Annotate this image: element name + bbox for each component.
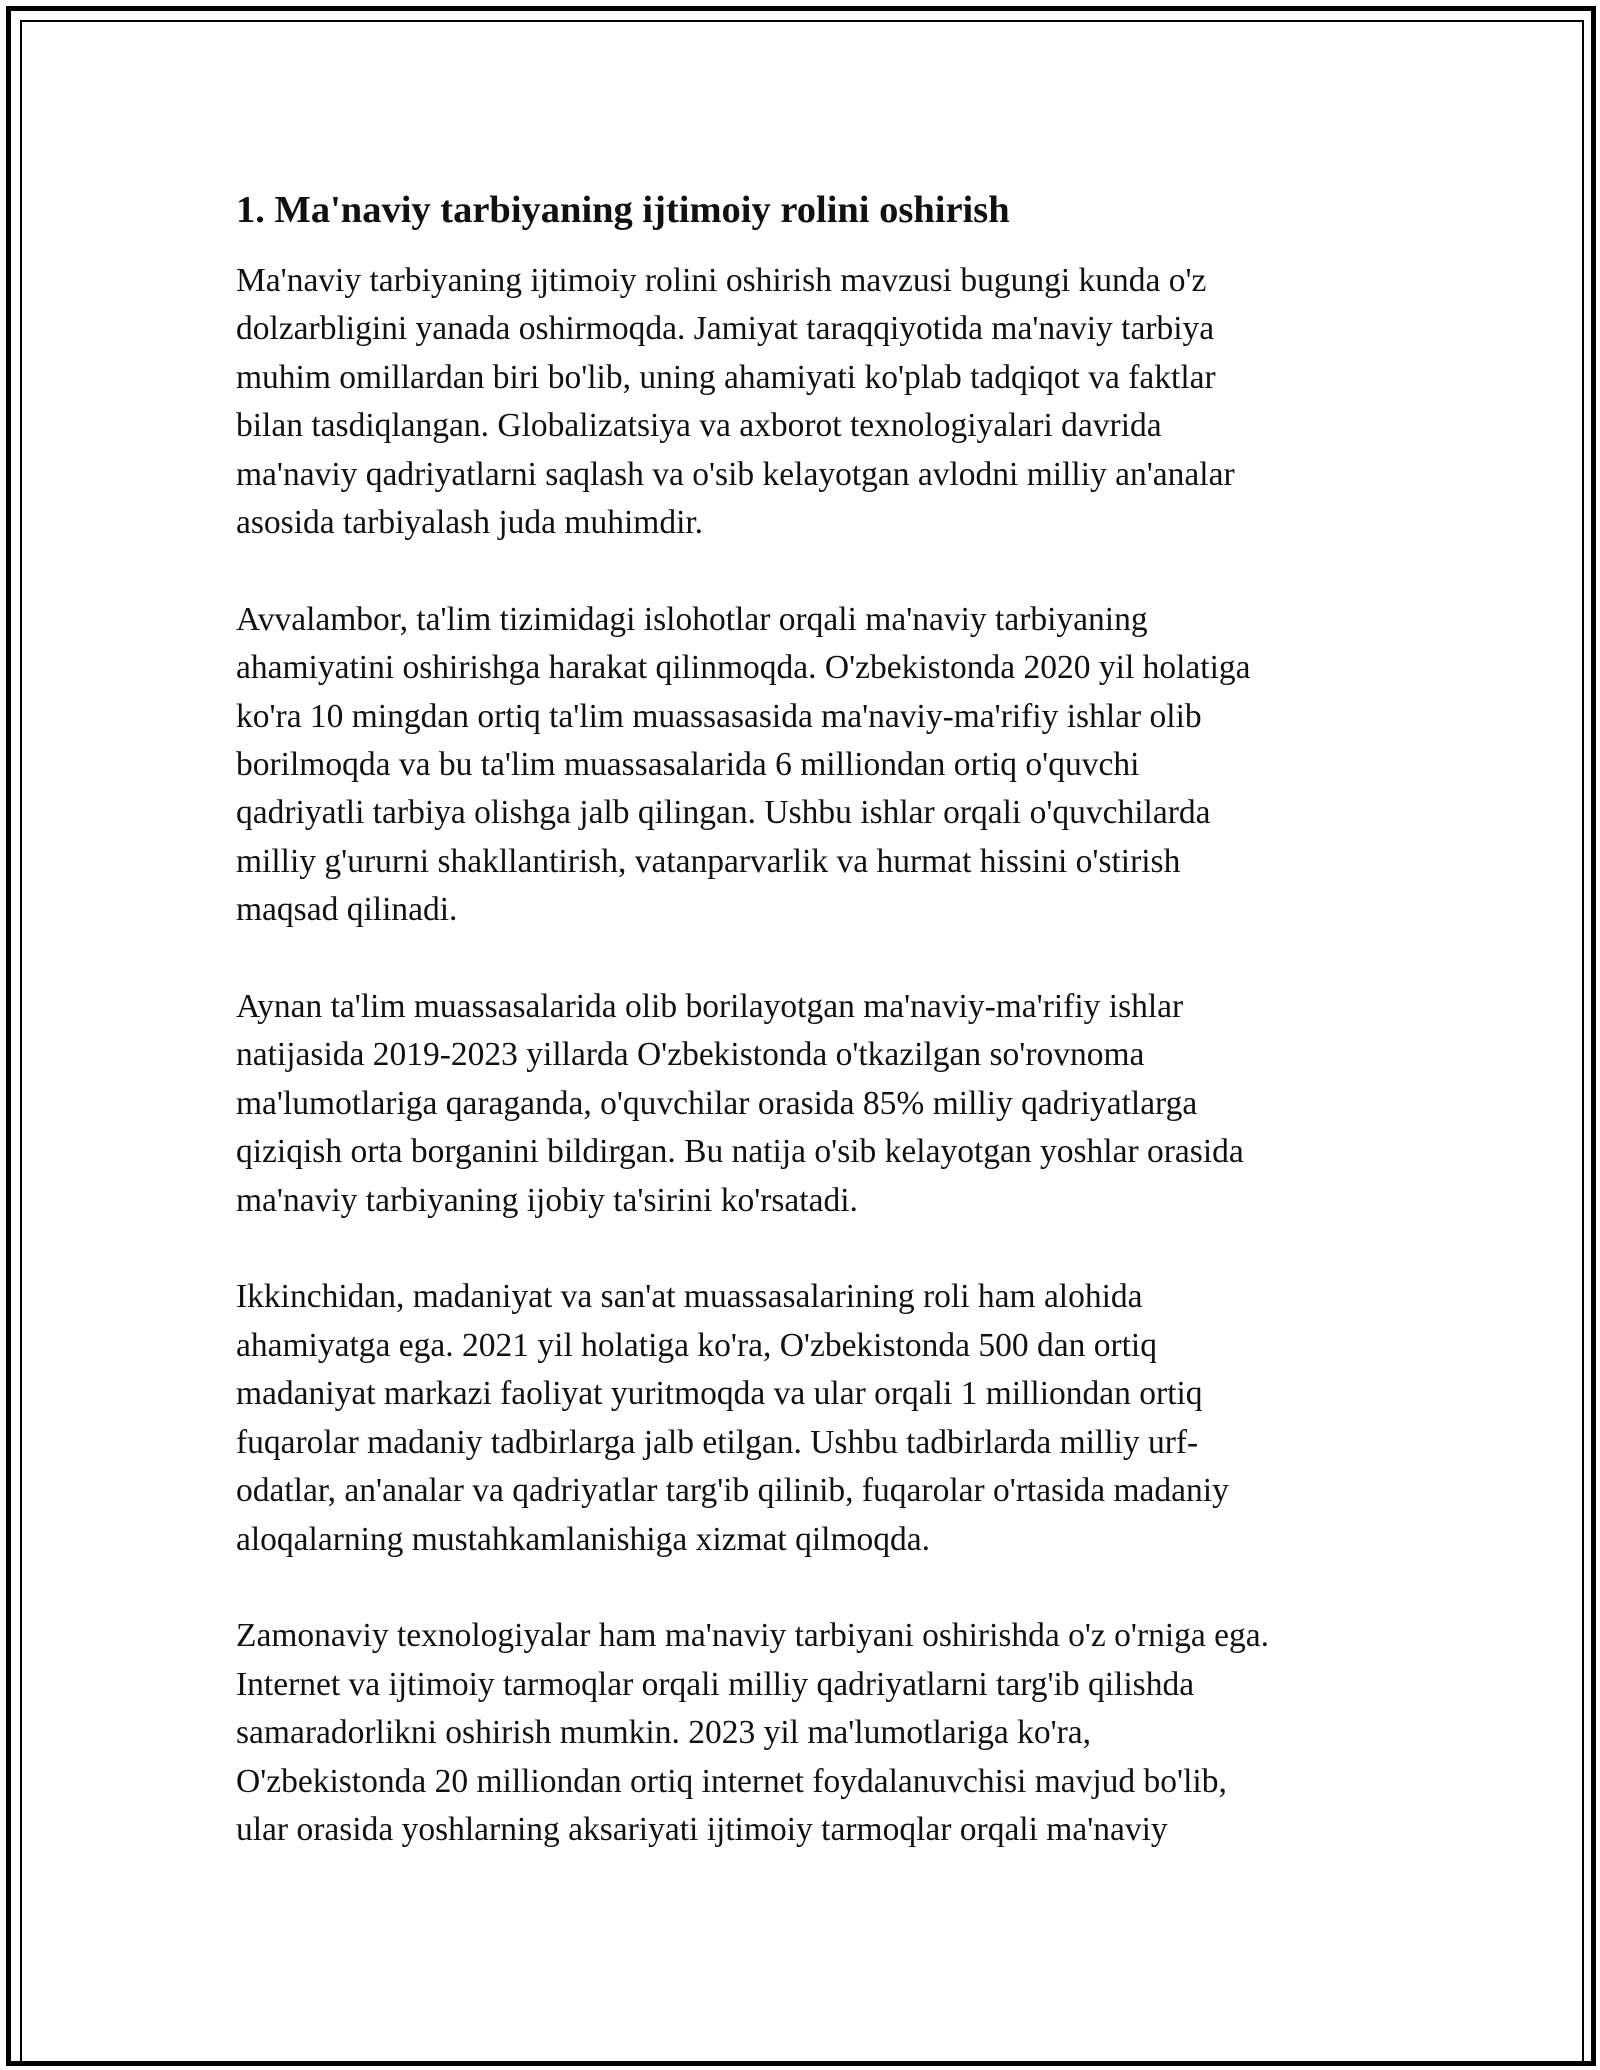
text-line: natijasida 2019-2023 yillarda O'zbekistonda o'tkazilgan so'rovnoma [236, 1036, 1145, 1074]
text-line: muhim omillardan biri bo'lib, uning ahamiyati ko'plab tadqiqot va faktlar [236, 358, 1216, 396]
paragraph-4 [236, 1273, 1386, 1563]
text-line: Internet va ijtimoiy tarmoqlar orqali milliy qadriyatlarni targ'ib qilishda [236, 1665, 1195, 1703]
text-line: O'zbekistonda 20 milliondan ortiq internet foydalanuvchisi mavjud bo'lib, [236, 1762, 1227, 1800]
text-line: samaradorlikni oshirish mumkin. 2023 yil ma'lumotlariga ko'ra, [236, 1714, 1092, 1752]
text-line: ko'ra 10 mingdan ortiq ta'lim muassasasida ma'naviy-ma'rifiy ishlar olib [236, 697, 1202, 735]
text-line: asosida tarbiyalash juda muhimdir. [236, 504, 704, 542]
text-line: odatlar, an'analar va qadriyatlar targ'ib qilinib, fuqarolar o'rtasida madaniy [236, 1472, 1229, 1510]
text-line: Zamonaviy texnologiyalar ham ma'naviy tarbiyani oshirishda o'z o'rniga ega. [236, 1617, 1270, 1655]
text-line: ahamiyatga ega. 2021 yil holatiga ko'ra, O'zbekistonda 500 dan ortiq [236, 1326, 1157, 1364]
text-line: ular orasida yoshlarning aksariyati ijtimoiy tarmoqlar orqali ma'naviy [236, 1810, 1168, 1848]
text-line: dolzarbligini yanada oshirmoqda. Jamiyat taraqqiyotida ma'naviy tarbiya [236, 310, 1215, 348]
text-line: aloqalarning mustahkamlanishiga xizmat qilmoqda. [236, 1520, 931, 1558]
text-line: borilmoqda va bu ta'lim muassasalarida 6 milliondan ortiq o'quvchi [236, 746, 1140, 784]
paragraph-2 [236, 596, 1386, 935]
document-body [236, 185, 1386, 1903]
text-line: Ikkinchidan, madaniyat va san'at muassasalarining roli ham alohida [236, 1278, 1143, 1316]
text-line: qadriyatli tarbiya olishga jalb qilingan. Ushbu ishlar orqali o'quvchilarda [236, 794, 1211, 832]
text-line: madaniyat markazi faoliyat yuritmoqda va ular orqali 1 milliondan ortiq [236, 1375, 1203, 1413]
text-line: bilan tasdiqlangan. Globalizatsiya va axborot texnologiyalari davrida [236, 407, 1162, 445]
text-line: fuqarolar madaniy tadbirlarga jalb etilgan. Ushbu tadbirlarda milliy urf- [236, 1423, 1199, 1461]
paragraph-5 [236, 1612, 1386, 1854]
text-line: milliy g'ururni shakllantirish, vatanparvarlik va hurmat hissini o'stirish [236, 842, 1181, 880]
text-line: ma'lumotlariga qaraganda, o'quvchilar orasida 85% milliy qadriyatlarga [236, 1084, 1198, 1122]
page-title: 1. Ma'naviy tarbiyaning ijtimoiy rolini oshirish [236, 189, 1010, 231]
text-line: ma'naviy tarbiyaning ijobiy ta'sirini ko'rsatadi. [236, 1181, 858, 1219]
paragraph-1 [236, 257, 1386, 547]
text-line: maqsad qilinadi. [236, 891, 458, 929]
text-line: Aynan ta'lim muassasalarida olib borilayotgan ma'naviy-ma'rifiy ishlar [236, 988, 1184, 1026]
text-line: Ma'naviy tarbiyaning ijtimoiy rolini oshirish mavzusi bugungi kunda o'z [236, 262, 1207, 299]
text-line: Avvalambor, ta'lim tizimidagi islohotlar orqali ma'naviy tarbiyaning [236, 600, 1148, 638]
text-line: ma'naviy qadriyatlarni saqlash va o'sib kelayotgan avlodni milliy an'analar [236, 455, 1235, 493]
text-line: qiziqish orta borganini bildirgan. Bu natija o'sib kelayotgan yoshlar orasida [236, 1133, 1244, 1171]
paragraph-3 [236, 983, 1386, 1225]
text-line: ahamiyatini oshirishga harakat qilinmoqda. O'zbekistonda 2020 yil holatiga [236, 649, 1251, 687]
